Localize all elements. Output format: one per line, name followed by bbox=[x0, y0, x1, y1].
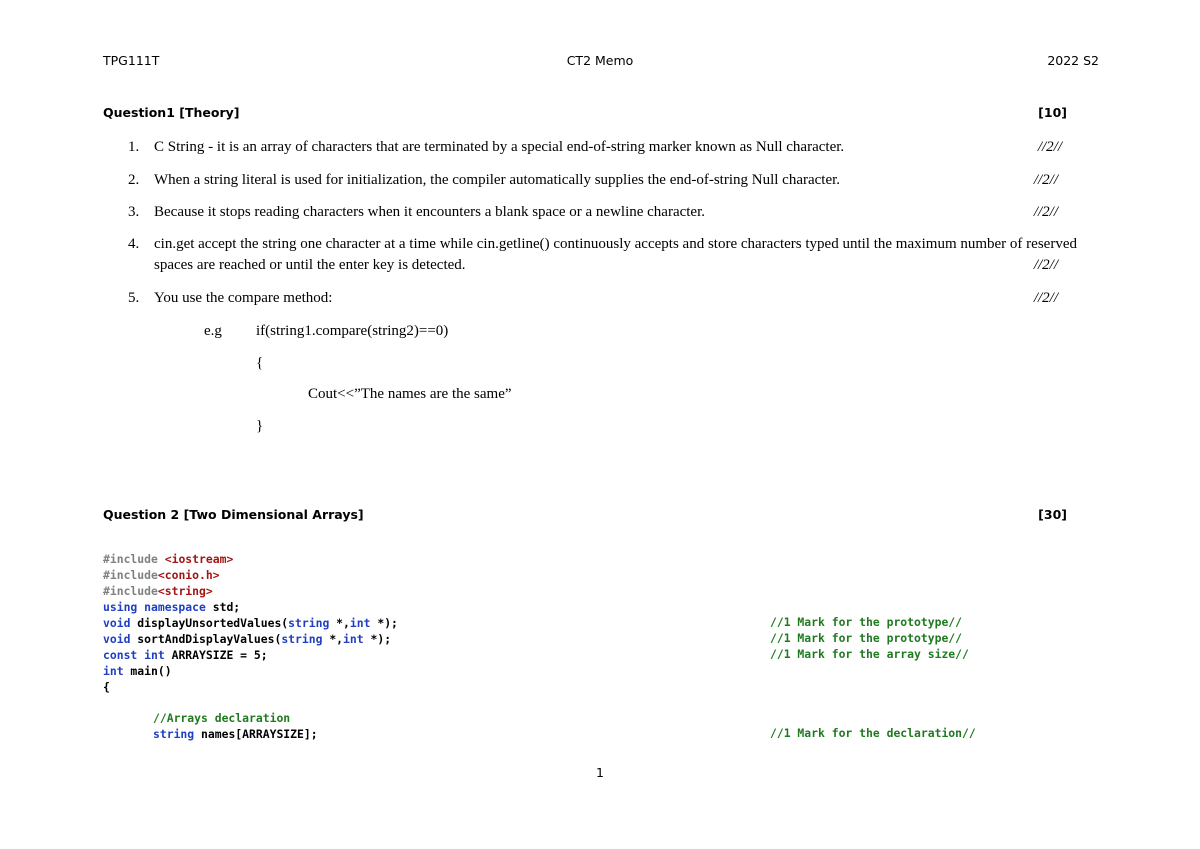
mark-comment-prototype: //1 Mark for the prototype// bbox=[770, 631, 963, 645]
code-line-using bbox=[103, 599, 240, 615]
code-keyword: string bbox=[153, 727, 195, 741]
question1-marks: [10] bbox=[1038, 105, 1067, 120]
example-if-line: if(string1.compare(string2)==0) bbox=[256, 323, 449, 339]
code-line-prototype-display bbox=[103, 615, 398, 631]
answer-text: You use the compare method: bbox=[154, 290, 333, 306]
code-text: *); bbox=[370, 616, 398, 630]
code-keyword: void bbox=[103, 632, 131, 646]
header-title: CT2 Memo bbox=[566, 53, 634, 68]
code-line-include-string bbox=[103, 583, 213, 599]
code-text: *); bbox=[363, 632, 392, 646]
answer-text: When a string literal is used for initialization, the compiler automatically supplies the end-of-string Null character. bbox=[154, 172, 841, 188]
code-text: main() bbox=[123, 664, 172, 678]
code-keyword: const int bbox=[103, 648, 165, 662]
code-comment: //Arrays declaration bbox=[153, 711, 291, 725]
code-directive: #include bbox=[103, 584, 158, 598]
question1-heading bbox=[103, 105, 1067, 120]
code-keyword: string bbox=[281, 632, 323, 646]
answer-text: cin.get accept the string one character at a time while cin.getline() continuously accepts and store characters typed until the maximum number of reserved spaces are reached or until the enter key is detected. bbox=[154, 236, 1077, 273]
code-line-include-conio bbox=[103, 567, 220, 583]
code-text: ARRAYSIZE = 5; bbox=[164, 648, 268, 662]
page-number: 1 bbox=[596, 765, 604, 780]
example-cout-line: Cout<<”The names are the same” bbox=[308, 386, 512, 402]
example-open-brace: { bbox=[256, 355, 264, 371]
code-directive: #include bbox=[103, 552, 165, 566]
answer-number: 2. bbox=[128, 172, 140, 188]
mark-comment-array-size: //1 Mark for the array size// bbox=[770, 647, 969, 661]
code-line-const bbox=[103, 647, 268, 663]
answer-mark: //2// bbox=[1037, 139, 1062, 155]
answer-number: 5. bbox=[128, 290, 140, 306]
code-line-main bbox=[103, 663, 172, 679]
example-close-brace: } bbox=[256, 418, 264, 434]
answer-text: C String - it is an array of characters that are terminated by a special end-of-string marker known as Null character. bbox=[154, 139, 845, 155]
answer-mark: //2// bbox=[1033, 172, 1058, 188]
code-header-file: <iostream> bbox=[164, 552, 234, 566]
answer-number: 4. bbox=[128, 236, 140, 252]
answer-number: 1. bbox=[128, 139, 140, 155]
example-label: e.g bbox=[204, 323, 222, 339]
answer-mark: //2// bbox=[1033, 257, 1058, 273]
code-keyword: string bbox=[288, 616, 330, 630]
header-term: 2022 S2 bbox=[1047, 53, 1099, 68]
code-line-declaration bbox=[153, 726, 318, 742]
code-text: displayUnsortedValues( bbox=[130, 616, 289, 630]
header-course-code: TPG111T bbox=[103, 53, 160, 68]
question1-title: Question1 [Theory] bbox=[103, 105, 240, 120]
code-text: *, bbox=[329, 616, 350, 630]
code-text: *, bbox=[322, 632, 344, 646]
code-keyword: void bbox=[103, 616, 131, 630]
code-header-file: <string> bbox=[157, 584, 213, 598]
question2-heading bbox=[103, 507, 1067, 522]
code-line-include-iostream bbox=[103, 551, 233, 567]
code-text: std; bbox=[205, 600, 241, 614]
answer-mark: //2// bbox=[1033, 290, 1058, 306]
code-keyword: int bbox=[349, 616, 371, 630]
code-text: sortAndDisplayValues( bbox=[130, 632, 282, 646]
answer-mark: //2// bbox=[1033, 204, 1058, 220]
code-line-comment bbox=[153, 710, 290, 726]
code-directive: #include bbox=[103, 568, 158, 582]
mark-comment-declaration: //1 Mark for the declaration// bbox=[770, 726, 976, 740]
mark-comment-prototype: //1 Mark for the prototype// bbox=[770, 615, 963, 629]
answer-number: 3. bbox=[128, 204, 140, 220]
code-keyword: using namespace bbox=[103, 600, 206, 614]
question2-marks: [30] bbox=[1038, 507, 1067, 522]
code-line-prototype-sort bbox=[103, 631, 391, 647]
code-header-file: <conio.h> bbox=[157, 568, 220, 582]
code-text: names[ARRAYSIZE]; bbox=[194, 727, 318, 741]
code-line-open-brace: { bbox=[103, 680, 110, 694]
code-keyword: int bbox=[343, 632, 364, 646]
question2-title: Question 2 [Two Dimensional Arrays] bbox=[103, 507, 364, 522]
answer-text: Because it stops reading characters when it encounters a blank space or a newline character. bbox=[154, 204, 706, 220]
code-keyword: int bbox=[103, 664, 124, 678]
